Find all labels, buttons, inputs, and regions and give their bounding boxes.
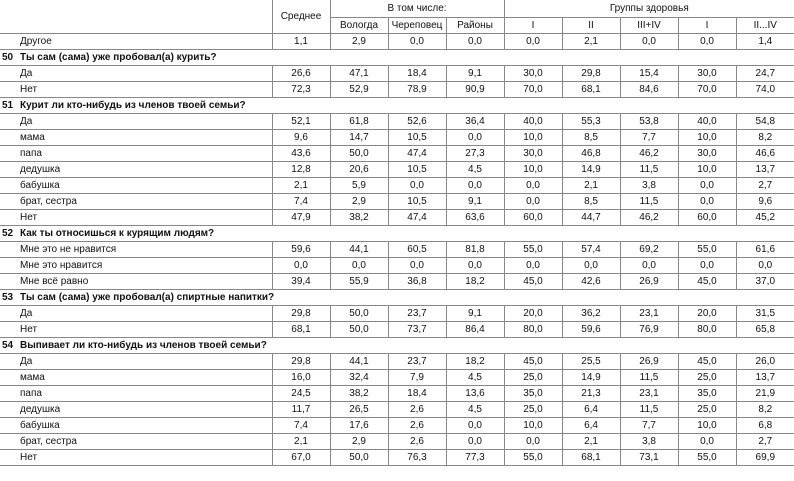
- row-label: Да: [17, 306, 272, 322]
- value-cell: 10,0: [678, 418, 736, 434]
- value-cell: 25,5: [562, 354, 620, 370]
- table-row: [0, 258, 794, 274]
- value-cell: 26,9: [620, 354, 678, 370]
- value-cell: 61,8: [330, 114, 388, 130]
- value-cell: 45,0: [504, 354, 562, 370]
- value-cell: 0,0: [678, 194, 736, 210]
- value-cell: 50,0: [330, 322, 388, 338]
- question-text: Ты сам (сама) уже пробовал(а) курить?: [17, 50, 794, 66]
- value-cell: 45,2: [736, 210, 794, 226]
- row-label: Нет: [17, 210, 272, 226]
- value-cell: 35,0: [504, 386, 562, 402]
- value-cell: 2,1: [562, 34, 620, 50]
- value-cell: 0,0: [446, 130, 504, 146]
- value-cell: 10,0: [504, 162, 562, 178]
- value-cell: 6,8: [736, 418, 794, 434]
- header-sub-4: II: [562, 18, 620, 34]
- value-cell: 0,0: [678, 434, 736, 450]
- question-row: [0, 338, 794, 354]
- value-cell: 61,6: [736, 242, 794, 258]
- value-cell: 3,8: [620, 434, 678, 450]
- row-number-cell: [0, 370, 17, 386]
- value-cell: 24,7: [736, 66, 794, 82]
- row-label: Нет: [17, 450, 272, 466]
- value-cell: 6,4: [562, 402, 620, 418]
- value-cell: 11,5: [620, 194, 678, 210]
- value-cell: 37,0: [736, 274, 794, 290]
- value-cell: 55,0: [504, 450, 562, 466]
- value-cell: 59,6: [272, 242, 330, 258]
- row-label: бабушка: [17, 418, 272, 434]
- row-number-cell: [0, 82, 17, 98]
- value-cell: 43,6: [272, 146, 330, 162]
- value-cell: 30,0: [504, 66, 562, 82]
- table-row: [0, 354, 794, 370]
- value-cell: 2,9: [330, 194, 388, 210]
- value-cell: 72,3: [272, 82, 330, 98]
- value-cell: 0,0: [504, 434, 562, 450]
- value-cell: 10,5: [388, 130, 446, 146]
- value-cell: 21,3: [562, 386, 620, 402]
- value-cell: 26,5: [330, 402, 388, 418]
- table-body: [0, 34, 794, 466]
- value-cell: 40,0: [678, 114, 736, 130]
- value-cell: 12,8: [272, 162, 330, 178]
- table-row: [0, 34, 794, 50]
- value-cell: 21,9: [736, 386, 794, 402]
- value-cell: 8,5: [562, 130, 620, 146]
- row-number-cell: [0, 274, 17, 290]
- value-cell: 4,5: [446, 162, 504, 178]
- value-cell: 11,5: [620, 402, 678, 418]
- value-cell: 60,5: [388, 242, 446, 258]
- question-text: Выпивает ли кто-нибудь из членов твоей семьи?: [17, 338, 794, 354]
- row-number-cell: [0, 354, 17, 370]
- value-cell: 60,0: [678, 210, 736, 226]
- value-cell: 20,6: [330, 162, 388, 178]
- row-label: мама: [17, 130, 272, 146]
- value-cell: 9,1: [446, 66, 504, 82]
- question-row: [0, 98, 794, 114]
- value-cell: 2,1: [562, 178, 620, 194]
- value-cell: 30,0: [678, 146, 736, 162]
- value-cell: 0,0: [678, 258, 736, 274]
- row-number-cell: [0, 242, 17, 258]
- value-cell: 7,4: [272, 418, 330, 434]
- value-cell: 8,5: [562, 194, 620, 210]
- row-label: брат, сестра: [17, 434, 272, 450]
- value-cell: 14,9: [562, 162, 620, 178]
- question-text: Как ты относишься к курящим людям?: [17, 226, 794, 242]
- value-cell: 9,6: [736, 194, 794, 210]
- value-cell: 0,0: [504, 178, 562, 194]
- row-number-cell: [0, 130, 17, 146]
- value-cell: 0,0: [446, 434, 504, 450]
- value-cell: 38,2: [330, 210, 388, 226]
- value-cell: 4,5: [446, 402, 504, 418]
- table-row: [0, 370, 794, 386]
- value-cell: 13,6: [446, 386, 504, 402]
- value-cell: 45,0: [678, 354, 736, 370]
- value-cell: 50,0: [330, 146, 388, 162]
- row-label: дедушка: [17, 402, 272, 418]
- value-cell: 40,0: [504, 114, 562, 130]
- value-cell: 0,0: [620, 34, 678, 50]
- value-cell: 25,0: [678, 402, 736, 418]
- value-cell: 2,9: [330, 434, 388, 450]
- value-cell: 2,6: [388, 402, 446, 418]
- value-cell: 55,3: [562, 114, 620, 130]
- value-cell: 53,8: [620, 114, 678, 130]
- value-cell: 46,2: [620, 146, 678, 162]
- value-cell: 0,0: [446, 34, 504, 50]
- question-row: [0, 50, 794, 66]
- table-row: [0, 306, 794, 322]
- value-cell: 27,3: [446, 146, 504, 162]
- value-cell: 90,9: [446, 82, 504, 98]
- value-cell: 17,6: [330, 418, 388, 434]
- value-cell: 1,4: [736, 34, 794, 50]
- table-row: [0, 242, 794, 258]
- value-cell: 10,5: [388, 194, 446, 210]
- value-cell: 0,0: [446, 178, 504, 194]
- value-cell: 20,0: [678, 306, 736, 322]
- value-cell: 7,4: [272, 194, 330, 210]
- value-cell: 7,9: [388, 370, 446, 386]
- table-row: [0, 162, 794, 178]
- value-cell: 0,0: [678, 178, 736, 194]
- value-cell: 47,1: [330, 66, 388, 82]
- value-cell: 70,0: [504, 82, 562, 98]
- value-cell: 18,4: [388, 66, 446, 82]
- value-cell: 2,6: [388, 418, 446, 434]
- value-cell: 47,9: [272, 210, 330, 226]
- row-number-cell: [0, 386, 17, 402]
- value-cell: 10,0: [678, 130, 736, 146]
- table-row: [0, 386, 794, 402]
- row-number-cell: [0, 178, 17, 194]
- question-number: 51: [0, 98, 17, 114]
- value-cell: 6,4: [562, 418, 620, 434]
- value-cell: 42,6: [562, 274, 620, 290]
- value-cell: 60,0: [504, 210, 562, 226]
- value-cell: 84,6: [620, 82, 678, 98]
- value-cell: 0,0: [620, 258, 678, 274]
- row-number-cell: [0, 210, 17, 226]
- value-cell: 26,9: [620, 274, 678, 290]
- row-label: Мне это не нравится: [17, 242, 272, 258]
- row-number-cell: [0, 146, 17, 162]
- value-cell: 39,4: [272, 274, 330, 290]
- row-label: Другое: [17, 34, 272, 50]
- value-cell: 20,0: [504, 306, 562, 322]
- row-number-cell: [0, 194, 17, 210]
- value-cell: 11,5: [620, 370, 678, 386]
- row-label: Нет: [17, 322, 272, 338]
- value-cell: 0,0: [388, 178, 446, 194]
- row-number-cell: [0, 450, 17, 466]
- value-cell: 8,2: [736, 130, 794, 146]
- question-row: [0, 226, 794, 242]
- value-cell: 14,7: [330, 130, 388, 146]
- value-cell: 2,9: [330, 34, 388, 50]
- value-cell: 18,2: [446, 354, 504, 370]
- value-cell: 0,0: [330, 258, 388, 274]
- value-cell: 18,2: [446, 274, 504, 290]
- value-cell: 23,7: [388, 306, 446, 322]
- value-cell: 0,0: [446, 418, 504, 434]
- header-sub-3: I: [504, 18, 562, 34]
- row-number-cell: [0, 418, 17, 434]
- value-cell: 54,8: [736, 114, 794, 130]
- value-cell: 74,0: [736, 82, 794, 98]
- value-cell: 14,9: [562, 370, 620, 386]
- value-cell: 10,0: [504, 130, 562, 146]
- table-row: [0, 418, 794, 434]
- value-cell: 38,2: [330, 386, 388, 402]
- header-srednee: Среднее: [272, 0, 330, 34]
- header-v-tom-chisle: В том числе:: [330, 0, 504, 18]
- value-cell: 44,7: [562, 210, 620, 226]
- value-cell: 23,1: [620, 386, 678, 402]
- value-cell: 18,4: [388, 386, 446, 402]
- row-number-cell: [0, 162, 17, 178]
- row-label: Да: [17, 66, 272, 82]
- value-cell: 63,6: [446, 210, 504, 226]
- value-cell: 16,0: [272, 370, 330, 386]
- row-label: дедушка: [17, 162, 272, 178]
- table-row: [0, 146, 794, 162]
- header-sub-6: I: [678, 18, 736, 34]
- value-cell: 9,6: [272, 130, 330, 146]
- value-cell: 36,4: [446, 114, 504, 130]
- value-cell: 25,0: [678, 370, 736, 386]
- question-number: 53: [0, 290, 17, 306]
- value-cell: 59,6: [562, 322, 620, 338]
- value-cell: 52,6: [388, 114, 446, 130]
- header-sub-7: II...IV: [736, 18, 794, 34]
- value-cell: 76,9: [620, 322, 678, 338]
- row-label: Нет: [17, 82, 272, 98]
- value-cell: 0,0: [446, 258, 504, 274]
- value-cell: 73,7: [388, 322, 446, 338]
- row-number-cell: [0, 322, 17, 338]
- table-row: [0, 178, 794, 194]
- question-number: 54: [0, 338, 17, 354]
- value-cell: 47,4: [388, 146, 446, 162]
- value-cell: 29,8: [272, 306, 330, 322]
- question-number: 52: [0, 226, 17, 242]
- value-cell: 69,2: [620, 242, 678, 258]
- value-cell: 23,7: [388, 354, 446, 370]
- table-row: [0, 82, 794, 98]
- row-label: Мне это нравится: [17, 258, 272, 274]
- table-row: [0, 130, 794, 146]
- value-cell: 52,1: [272, 114, 330, 130]
- value-cell: 45,0: [678, 274, 736, 290]
- value-cell: 50,0: [330, 450, 388, 466]
- value-cell: 86,4: [446, 322, 504, 338]
- value-cell: 29,8: [272, 354, 330, 370]
- row-number-cell: [0, 434, 17, 450]
- value-cell: 26,6: [272, 66, 330, 82]
- value-cell: 30,0: [504, 146, 562, 162]
- value-cell: 0,0: [736, 258, 794, 274]
- value-cell: 0,0: [272, 258, 330, 274]
- value-cell: 13,7: [736, 162, 794, 178]
- row-number-cell: [0, 258, 17, 274]
- question-row: [0, 290, 794, 306]
- value-cell: 29,8: [562, 66, 620, 82]
- value-cell: 35,0: [678, 386, 736, 402]
- row-label: брат, сестра: [17, 194, 272, 210]
- value-cell: 55,0: [504, 242, 562, 258]
- value-cell: 2,6: [388, 434, 446, 450]
- value-cell: 50,0: [330, 306, 388, 322]
- value-cell: 11,5: [620, 162, 678, 178]
- value-cell: 2,1: [562, 434, 620, 450]
- value-cell: 55,0: [678, 450, 736, 466]
- header-sub-5: III+IV: [620, 18, 678, 34]
- value-cell: 10,5: [388, 162, 446, 178]
- table-row: [0, 402, 794, 418]
- value-cell: 5,9: [330, 178, 388, 194]
- table-row: [0, 322, 794, 338]
- table-row: [0, 210, 794, 226]
- value-cell: 69,9: [736, 450, 794, 466]
- header-sub-0: Вологда: [330, 18, 388, 34]
- row-label: Да: [17, 114, 272, 130]
- value-cell: 0,0: [504, 258, 562, 274]
- value-cell: 0,0: [388, 34, 446, 50]
- value-cell: 46,8: [562, 146, 620, 162]
- value-cell: 4,5: [446, 370, 504, 386]
- value-cell: 8,2: [736, 402, 794, 418]
- value-cell: 76,3: [388, 450, 446, 466]
- question-text: Ты сам (сама) уже пробовал(а) спиртные напитки?: [17, 290, 794, 306]
- value-cell: 47,4: [388, 210, 446, 226]
- value-cell: 67,0: [272, 450, 330, 466]
- row-number-cell: [0, 114, 17, 130]
- value-cell: 23,1: [620, 306, 678, 322]
- value-cell: 81,8: [446, 242, 504, 258]
- header-sub-1: Череповец: [388, 18, 446, 34]
- value-cell: 80,0: [678, 322, 736, 338]
- value-cell: 0,0: [562, 258, 620, 274]
- value-cell: 0,0: [504, 34, 562, 50]
- value-cell: 32,4: [330, 370, 388, 386]
- value-cell: 9,1: [446, 306, 504, 322]
- value-cell: 46,2: [620, 210, 678, 226]
- value-cell: 36,2: [562, 306, 620, 322]
- value-cell: 65,8: [736, 322, 794, 338]
- value-cell: 24,5: [272, 386, 330, 402]
- value-cell: 55,0: [678, 242, 736, 258]
- value-cell: 68,1: [562, 82, 620, 98]
- value-cell: 68,1: [272, 322, 330, 338]
- value-cell: 10,0: [678, 162, 736, 178]
- value-cell: 46,6: [736, 146, 794, 162]
- value-cell: 30,0: [678, 66, 736, 82]
- value-cell: 25,0: [504, 402, 562, 418]
- value-cell: 3,8: [620, 178, 678, 194]
- value-cell: 68,1: [562, 450, 620, 466]
- table-row: [0, 114, 794, 130]
- value-cell: 2,1: [272, 178, 330, 194]
- value-cell: 11,7: [272, 402, 330, 418]
- question-number: 50: [0, 50, 17, 66]
- header-gruppy-zdorovya: Группы здоровья: [504, 0, 794, 18]
- value-cell: 7,7: [620, 130, 678, 146]
- value-cell: 25,0: [504, 370, 562, 386]
- row-label: папа: [17, 386, 272, 402]
- value-cell: 0,0: [388, 258, 446, 274]
- header-sub-2: Районы: [446, 18, 504, 34]
- table-row: [0, 274, 794, 290]
- value-cell: 2,7: [736, 434, 794, 450]
- table-header: [0, 0, 794, 34]
- value-cell: 57,4: [562, 242, 620, 258]
- row-label: Мне всё равно: [17, 274, 272, 290]
- value-cell: 2,7: [736, 178, 794, 194]
- value-cell: 13,7: [736, 370, 794, 386]
- row-label: Да: [17, 354, 272, 370]
- row-number-cell: [0, 66, 17, 82]
- value-cell: 0,0: [504, 194, 562, 210]
- table-row: [0, 194, 794, 210]
- row-number-cell: [0, 34, 17, 50]
- value-cell: 44,1: [330, 242, 388, 258]
- value-cell: 78,9: [388, 82, 446, 98]
- value-cell: 36,8: [388, 274, 446, 290]
- value-cell: 80,0: [504, 322, 562, 338]
- row-number-cell: [0, 306, 17, 322]
- value-cell: 77,3: [446, 450, 504, 466]
- value-cell: 1,1: [272, 34, 330, 50]
- value-cell: 10,0: [504, 418, 562, 434]
- value-cell: 70,0: [678, 82, 736, 98]
- value-cell: 52,9: [330, 82, 388, 98]
- row-number-cell: [0, 402, 17, 418]
- value-cell: 55,9: [330, 274, 388, 290]
- header-blank-cell: [0, 0, 272, 34]
- value-cell: 73,1: [620, 450, 678, 466]
- row-label: мама: [17, 370, 272, 386]
- table-row: [0, 434, 794, 450]
- value-cell: 44,1: [330, 354, 388, 370]
- value-cell: 9,1: [446, 194, 504, 210]
- value-cell: 0,0: [678, 34, 736, 50]
- row-label: папа: [17, 146, 272, 162]
- question-text: Курит ли кто-нибудь из членов твоей семьи?: [17, 98, 794, 114]
- value-cell: 45,0: [504, 274, 562, 290]
- value-cell: 26,0: [736, 354, 794, 370]
- table-row: [0, 66, 794, 82]
- table-row: [0, 450, 794, 466]
- value-cell: 31,5: [736, 306, 794, 322]
- value-cell: 15,4: [620, 66, 678, 82]
- value-cell: 2,1: [272, 434, 330, 450]
- value-cell: 7,7: [620, 418, 678, 434]
- row-label: бабушка: [17, 178, 272, 194]
